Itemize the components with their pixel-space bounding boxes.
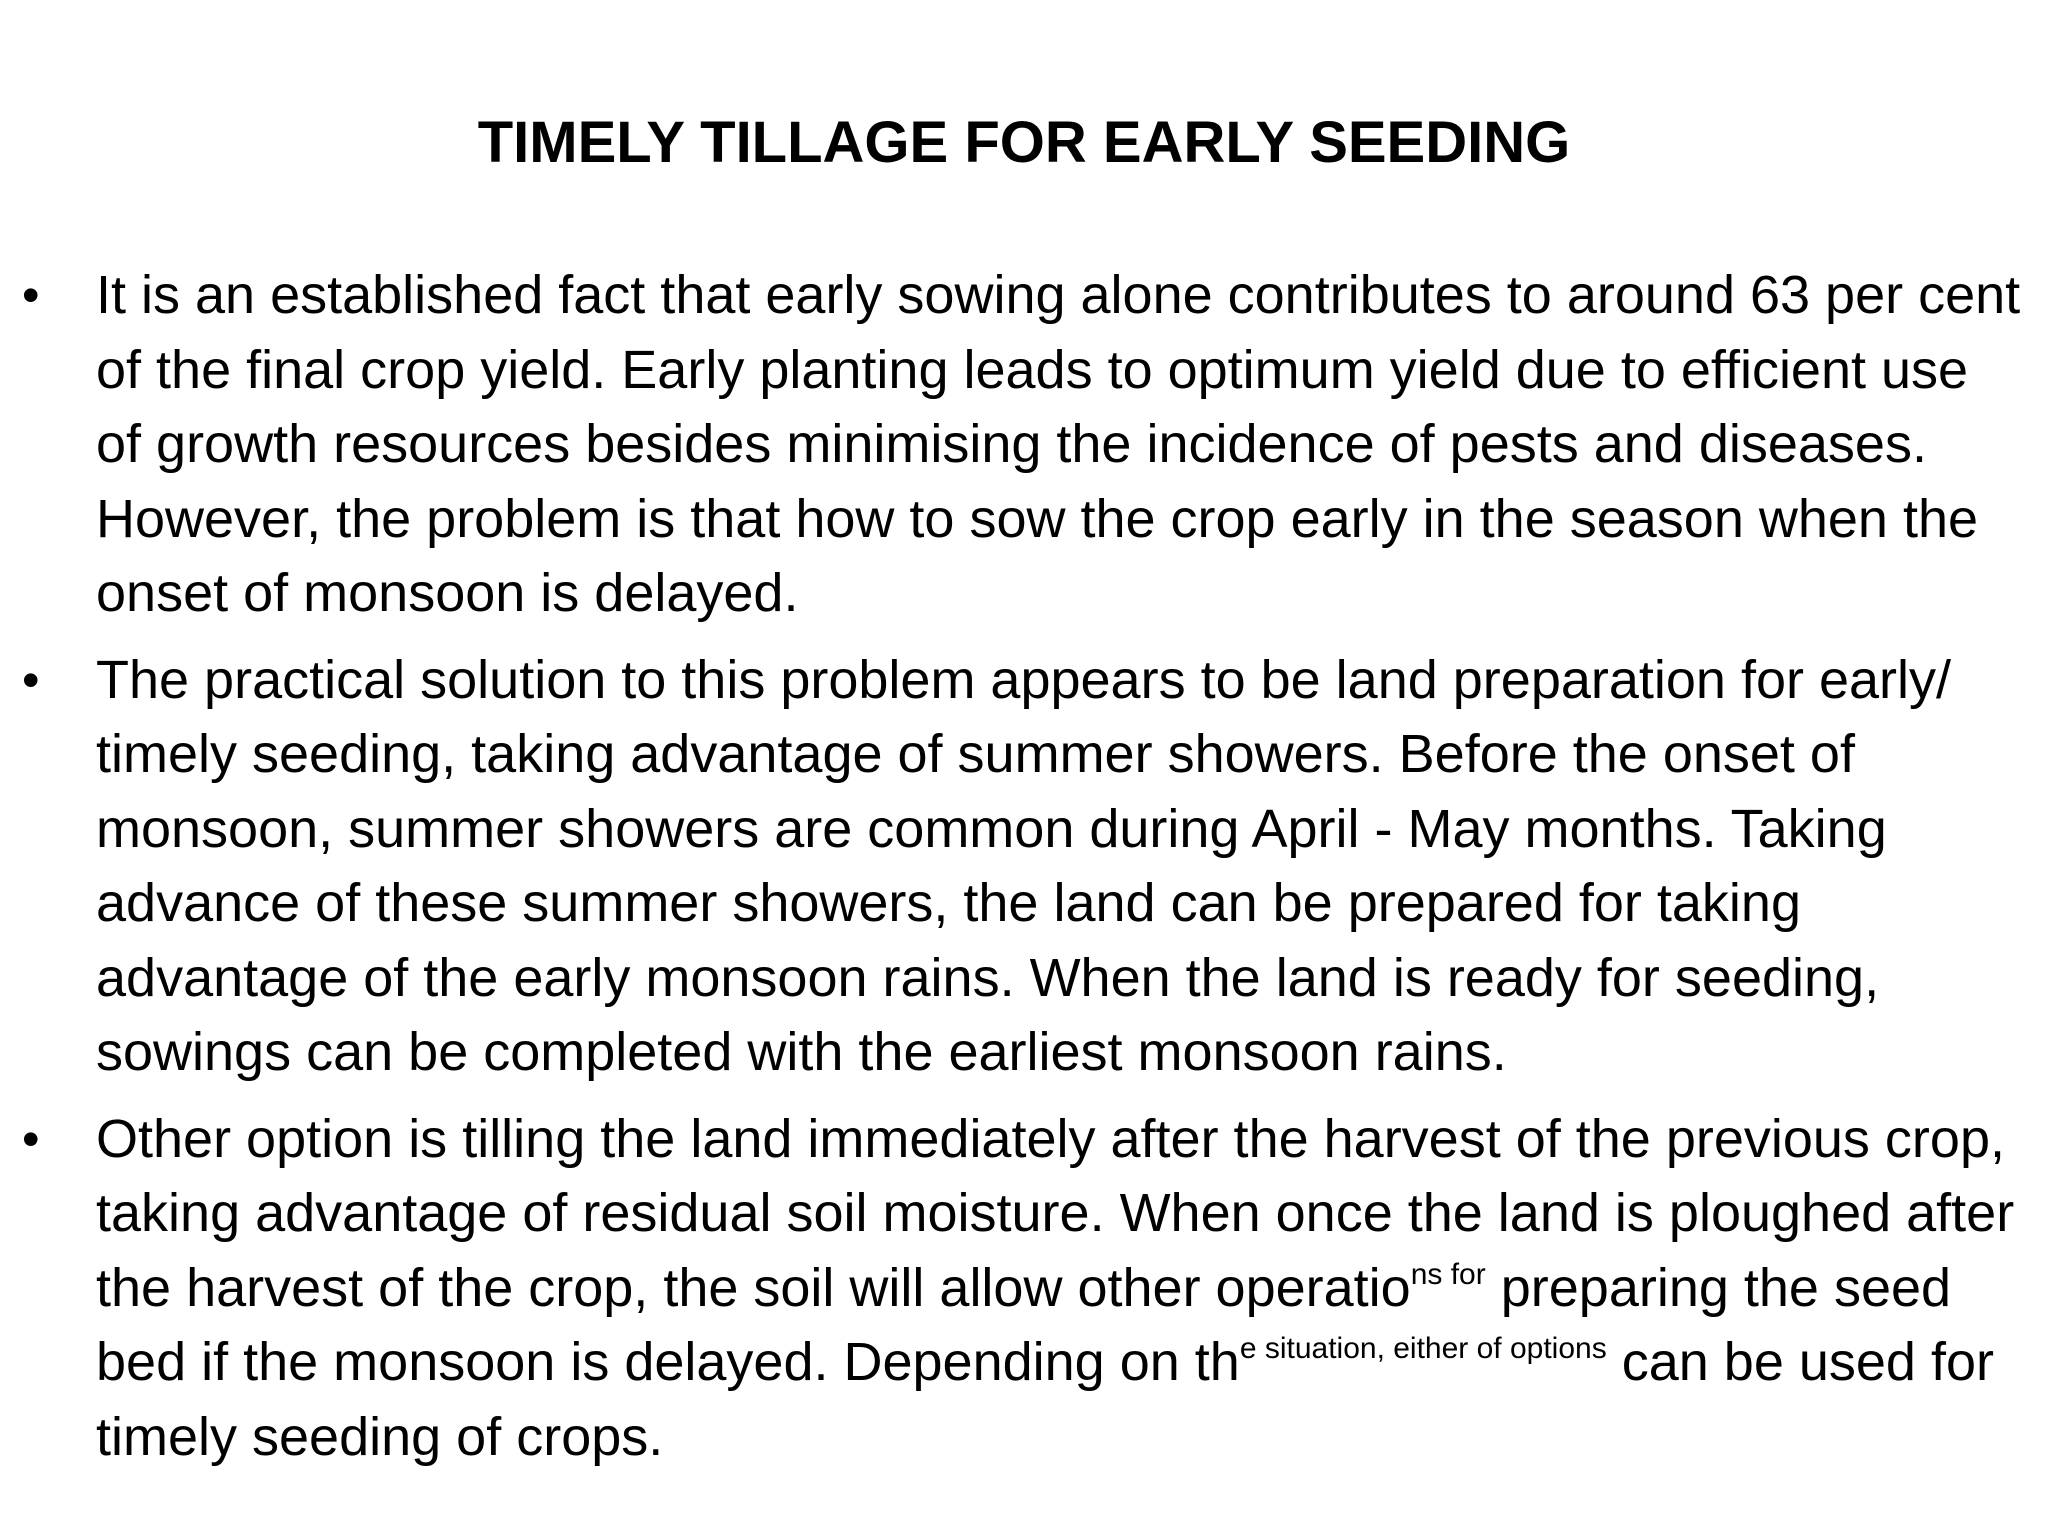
bullet-small-text: ns for xyxy=(1410,1257,1486,1291)
bullet-text-part: can be used for timely seeding of crops. xyxy=(96,1332,1994,1467)
bullet-item-other-option xyxy=(0,1102,2048,1475)
bullet-item-practical-solution xyxy=(0,643,2048,1090)
bullet-text-part: preparing the seed bed if the monsoon is delayed. Depending on th xyxy=(96,1257,1952,1392)
bullet-list xyxy=(0,258,2048,1486)
bullet-icon: • xyxy=(22,1110,40,1167)
bullet-icon: • xyxy=(22,651,40,708)
bullet-small-text: e situation, either of options xyxy=(1239,1332,1607,1365)
bullet-text: It is an established fact that early sowing alone contributes to around 63 per cent of the final crop yield. Early planting leads to optimum yield due to efficient use of growth resources besides minimising the incidence of pests and diseases. However, the problem is that how to sow the crop early in the season when the onset of monsoon is delayed. xyxy=(96,265,2021,623)
bullet-text-part: Other option is tilling the land immediately after the harvest of the previous crop, taking advantage of residual soil moisture. When once the land is ploughed after the harvest of the crop, the soil will allow other operatio xyxy=(96,1108,2015,1318)
bullet-icon: • xyxy=(22,267,40,323)
bullet-text: The practical solution to this problem appears to be land preparation for early/ timely seeding, taking advantage of summer showers. Before the onset of monsoon, summer showers are common during April - May months. Taking advance of these summer showers, the land can be prepared for taking advantage of the early monsoon rains. When the land is ready for seeding, sowings can be completed with the earliest monsoon rains. xyxy=(96,649,1952,1082)
bullet-item-early-sowing xyxy=(0,258,2048,631)
slide-title: TIMELY TILLAGE FOR EARLY SEEDING xyxy=(477,110,1571,175)
